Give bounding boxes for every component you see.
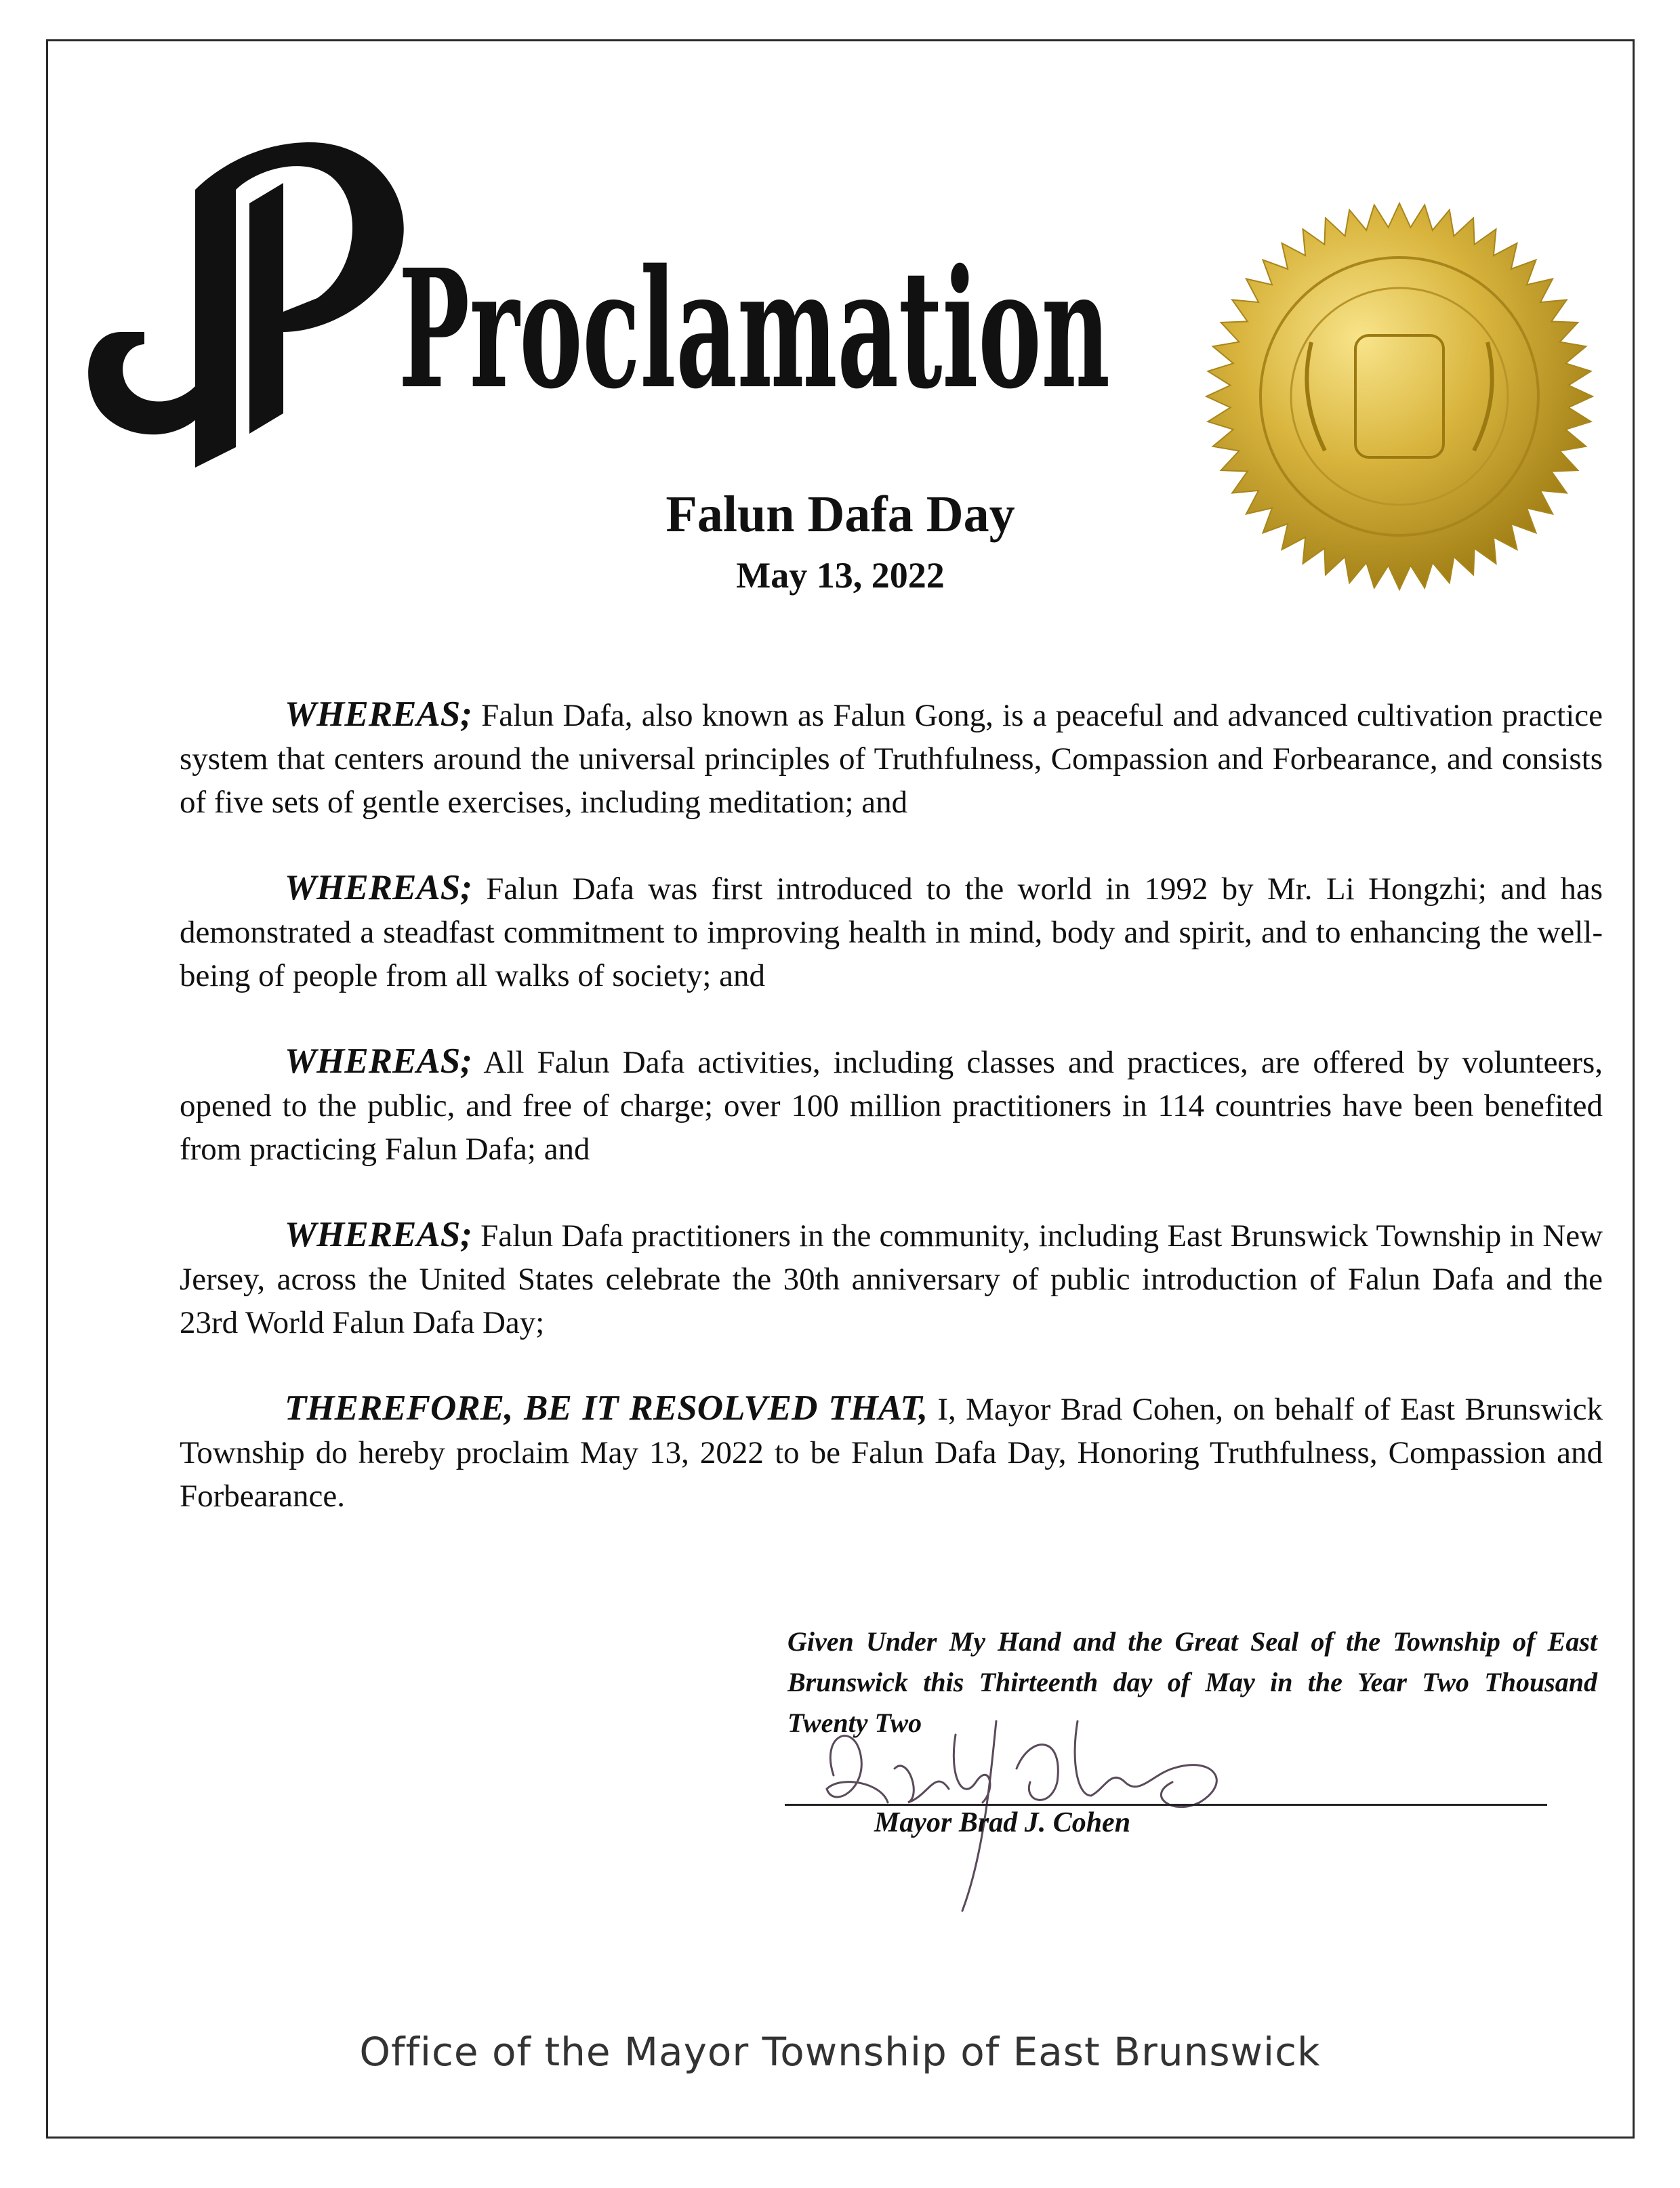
whereas-paragraph-1 [180, 693, 1603, 824]
whereas-paragraph-3 [180, 1039, 1603, 1171]
paragraph-text: Falun Dafa practitioners in the community, including East Brunswick Township in New Jersey, across the United States celebrate the 30th anniversary of public introduction of Falun Dafa and the 23rd World Falun Dafa Day; [180, 1218, 1603, 1340]
signature-line [785, 1804, 1547, 1806]
paragraph-text: Falun Dafa was first introduced to the world in 1992 by Mr. Li Hongzhi; and has demonstrated a steadfast commitment to improving health in mind, body and spirit, and to enhancing the well-being of people from all walks of society; and [180, 871, 1603, 993]
paragraph-lead: WHEREAS; [285, 1215, 472, 1254]
paragraph-text: I, Mayor Brad Cohen, on behalf of East Brunswick Township do hereby proclaim May 13, 2022 to be Falun Dafa Day, Honoring Truthfulness, Compassion and Forbearance. [180, 1392, 1603, 1514]
paragraph-lead: WHEREAS; [285, 1041, 472, 1081]
seal-graphic [1203, 193, 1596, 600]
paragraph-lead: THEREFORE, BE IT RESOLVED THAT, [285, 1388, 928, 1428]
paragraph-lead: WHEREAS; [285, 695, 472, 734]
paragraph-text: Falun Dafa, also known as Falun Gong, is a peaceful and advanced cultivation practice system that centers around the universal principles of Truthfulness, Compassion and Forbearance, and consists of five sets of gentle exercises, including meditation; and [180, 698, 1603, 820]
signature-graphic [793, 1694, 1254, 1918]
whereas-paragraph-4 [180, 1213, 1603, 1344]
given-under-hand: Given Under My Hand and the Great Seal of the Township of East Brunswick this Thirteenth day of May in the Year Two Thousand Twenty Two [787, 1626, 1597, 1738]
proclamation-title [80, 129, 1137, 508]
paragraph-text: All Falun Dafa activities, including classes and practices, are offered by volunteers, opened to the public, and free of charge; over 100 million practitioners in 114 countries have been benefited from practicing Falun Dafa; and [180, 1045, 1603, 1167]
document-subtitle: Falun Dafa Day [665, 486, 1015, 543]
title-text: Proclamation [398, 234, 1110, 425]
office-footer: Office of the Mayor Township of East Brunswick [359, 2029, 1321, 2075]
whereas-paragraph-2 [180, 866, 1603, 997]
document-date: May 13, 2022 [736, 555, 945, 596]
signer-name: Mayor Brad J. Cohen [874, 1807, 1131, 1838]
paragraph-lead: WHEREAS; [285, 868, 472, 907]
proclamation-title-graphic [80, 129, 1137, 508]
gold-seal [1203, 193, 1596, 600]
proclamation-body [180, 693, 1603, 1560]
handwritten-signature [793, 1694, 1254, 1918]
resolution-paragraph [180, 1386, 1603, 1518]
